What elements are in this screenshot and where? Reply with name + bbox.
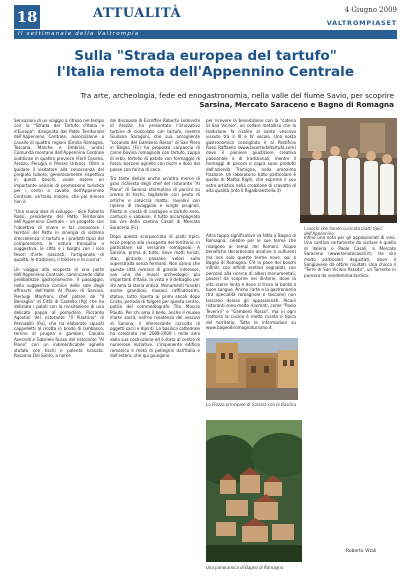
column-2 (110, 118, 200, 573)
middle-photo-caption: La Piazza principale di Sarsina con la Basilica (206, 402, 297, 407)
chefs-photo (300, 118, 397, 223)
page-number: 18 (14, 5, 40, 29)
headline-line-1: Sulla "Strada europea del tartufo" (74, 48, 337, 64)
paragraph: Dopo questa scorpacciata di piatti tipici, ecco proprio alla riscoperta del territorio, in particolare sul versante romagnolo. A Sarsina, prima di tutto, dove molti turisti, star, girando, passano veloci sulla superstrada senza fermarsi. Non sanno che questa città romana di grande interesse, con una dei musei archeologici più importanti d'Italia, la vista e il dettaglio per chi ama la storia antica. Monumenti funebri anche grandiosi, mosaici raffinatissimi, statue, tutto riporta ai primi secoli dopo Cristo, periodo di fulgore per questo centro, patria del commediografo Tito Maccio Plauto. Per chi ama il bello, anche il museo d'arte sacra, nell'ex residenza dei vescovi di Sarsina, il interessante raccolta di oggetti sacri e dipinti. La basilica cattedrale ha celebrato nel 2008-2009 i mille anni dalla sua costruzione ed è stata al centro di numerose iniziative. L'imponente edificio romanico è meta di pellegrini dall'Italia e dall'estero, che qui giungono (110, 234, 200, 359)
paragraph: Tra tante delizie anche un'altra merce di gran richiesta degli chef del ristorante "Al Piano" di Sarsina sformatino di porcini su crema di tischi, tagliatelle con pesto di ortiche e salsiccia matta, raviolini con ripieno di ravaggiolo e lunghi prugnoli, filetto in crosta di castagne e tartufo nero, cantucci e sabaioni, il tutto accompagnato dai vini della cantina Casali di Mercato Saraceno (Fc). (110, 176, 200, 230)
author-signature: Roberto Vitali (346, 549, 377, 554)
section-title: ATTUALITÀ (93, 6, 182, 21)
paragraph: Un viaggio alla scoperta di una parte dell'Appennino Centrale, cominciando dalle prelibatezze gastronomiche. Il passaggio, nella suggestiva cornice delle sale degli affreschi dell'Hotel Al Piano di Sarsina, Pierluigi Manfroni, chef patron de "Il Bersaglio" di Città di Castello (Pg) che ha deliziato i palati con la rivisitazione di una delicata pappa al pomodoro, Riccardo Agostini del ristorante "Il Piastrino" di Pennabilli (Pu), che ha elaborato squisiti cappelletti al ricotta in brodo di lambasco, terrine di prugna e gamberi, Claudio Averardi e Gabriele Russo del ristorante "Al Piano" con un indimenticabile agnello stufato con tischi e polenta brasata. Rosanna Del Santo, a nome (14, 266, 104, 359)
paragraph: Altra tappa significativa va fatta a Bagno di Romagna, celebre per le sue terme che risalgono ai tempi dei Romani. Acque benefiche (bicarbonato alcaline e sulfuree) ma non solo queste terme nove. qui a Bagno di Romagna. C'è la pace dei boschi infiniti, con infiniti sentieri segnalati, con percorsi alla ricerca di alberi monumentali, passeri da scoprire nei dintorni, dove la vita scorre lenta e dove si trova la bontà a buon sangue. Anche l'arte e la gastronomia (tra specialità romagnole e toscane) non lasciano deluso gli appassionati. Alcuni ristoranti sono molto rinomati, come "Paolo Teverini" e "Gambero Rosso", ma in ogni trattoria la cucina è molto curata e tipica del territorio. Tutte le informazioni su www.bagnodiromagnaturismo.it. (206, 233, 296, 330)
column-1 (14, 118, 104, 533)
masthead-logo: VALTROMPIASET (326, 19, 397, 27)
sarsina-photo (206, 338, 298, 400)
top-photo-caption: I cuochi che hanno cucinato piatti tipici dell'Appennino (304, 226, 383, 236)
bottom-photo-caption: Una panoramica di Bagno di Romagna (206, 565, 284, 570)
article-headline (14, 48, 397, 80)
paragraph: "Una nuova idea di sviluppo – dice Roberto Rossi, presidente del Patto Territoriale dell'Appennino Centrale – un progetto con l'obiettivo di vivere e far conoscere i territori del Patto in sinergia di sistema d'eccellenza: il tartufo e i prodotti tipici del comprensorio, la natura tranquilla e suggestiva, le città e i borghi con i loro tesori d'arte nascosti, l'artigianato di qualità, le tradizioni, il folclore e la cucina". (14, 208, 104, 263)
sarsina-photo-graphic (206, 338, 298, 400)
paragraph: Sensazioni di un viaggio a ritroso nel tempo con la "Strada del Tartufo d'Italia e d'Europa", disegnata dal Patto Territoriale dell'Appennino Centrale, associazione a cavallo di quattro regioni (Emilia Romagna, Toscana, Marche e Umbria), undici Comunità montane dell'Appennino Centrale suddivise in quattro province (Forlì Cesena, Arezzo, Perugia e Pesaro Urbino). Oltre a guidare il visitatore alla conoscenza del pregiato tubero, generosamente rispettiva in questi boschi, vuole essere un importante veicolo di promozione turistica per i centri a cavallo dell'Appennino Centrale, un'Italia minore, che poi minore non è. (14, 118, 104, 205)
column-3 (206, 118, 296, 228)
column-4 (304, 235, 396, 565)
bagno-photo-graphic (206, 420, 302, 562)
article-subhead (24, 91, 394, 109)
paragraph: dei discepolo di Escoffier Roberto Ledovichi di Arezzo, ha presentato l'innovativo turbine di cioccolato con tartufo, mentre Giuliana Saragoni, che sua accogliente "Locanda del Gambero Rosso" di San Piero in Bagno (Fc) ha proposto carpaccio di carne bovina romagnola con tartufo, zuppa di erbe, tortello di patate con formaggio di fossa, bocconi agnello con tischi e dolci del paese con farina di cece. (110, 118, 200, 172)
paragraph: Infine una nota per gli appassionati di vino. Una cantina certamente da visitare è quella di Valeria e Paolo Casali, a Mercato Saraceno (www.tenutacasali.it). Ha vini molto particolari degustati, dove il Sangiovese dà ottimi risultati. Una chicca il "Terre di San Vicinio Passito", un Torrente in purezza da vendemmia tardiva. (304, 235, 396, 278)
headline-line-2: l'Italia remota dell'Appennino Centrale (56, 64, 355, 80)
bagno-photo (206, 420, 302, 562)
chefs-photo-graphic (300, 118, 397, 223)
subhead-line-2: Sarsina, Mercato Saraceno e Bagno di Romagna (199, 100, 394, 109)
subhead-line-1: Tra arte, archeologia, fede ed enogastronomia, nella valle del fiume Savio, per scoprire (80, 91, 394, 100)
column-3-lower (206, 233, 296, 333)
tagline-bar: Il settimanale della Valtrompia (14, 30, 397, 39)
issue-date: 4 Giugno 2009 (344, 6, 397, 14)
paragraph: per ricevere la benedizione con la "catena di San Vicinio", un collare metallico che la tradizione fa risalire al santo vescovo vissuto tra il III e IV secolo. Una sosta gastronomica consigliata è al Pastificio Rossi Raffaello (www.lacortedeltartufo.com) dove il pioniere giustiziere creativa passionale e di tradizionali, mentre il formaggi di pecora e capra sono prodotti dall'azienda Tramigna, nella omonima frazione. Un laboratorio tutto particolare è quello di Mattia Righi, che esprime il suo estro artistico nella creazione di cravatte di alta qualità (info Il Rigalbraestella.it) (206, 118, 296, 194)
